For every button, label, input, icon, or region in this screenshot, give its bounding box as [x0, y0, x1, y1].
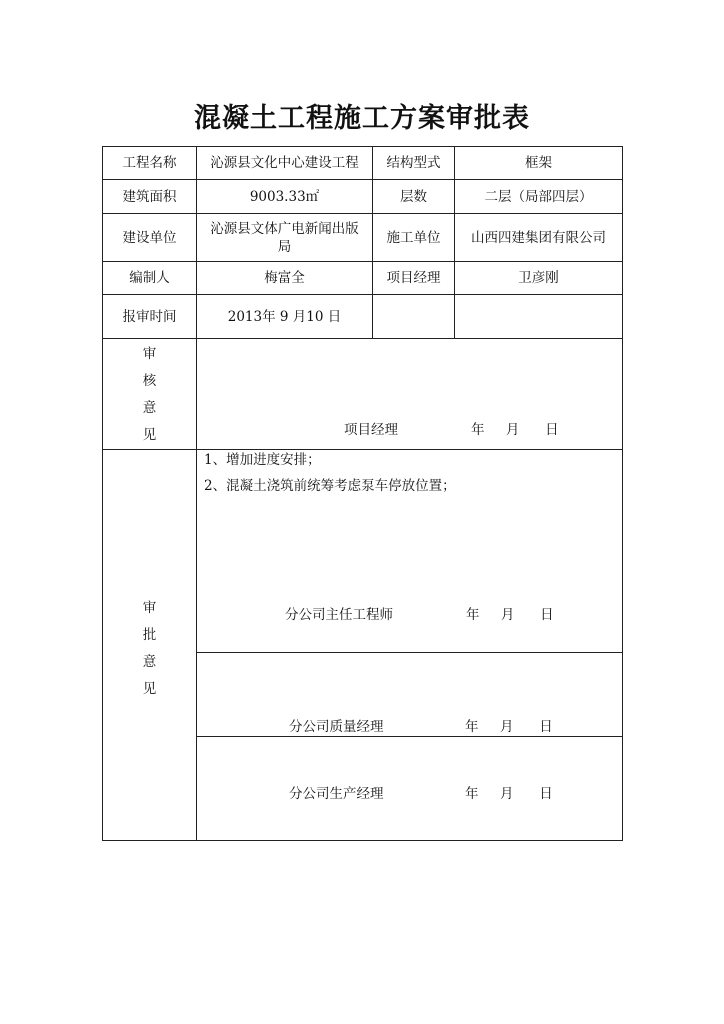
floors-value: 二层（局部四层）	[455, 180, 623, 214]
table-row	[103, 214, 623, 262]
approval-production-cell	[197, 737, 623, 841]
review-label-char: 审	[142, 346, 157, 362]
review-signature-line: 项目经理 年 月 日	[344, 422, 559, 438]
page-title: 混凝土工程施工方案审批表	[194, 103, 530, 134]
project-name-label: 工程名称	[103, 147, 197, 180]
approval-engineer-cell	[197, 450, 623, 653]
date-value: 2013年 9 月10 日	[197, 295, 373, 339]
approval-form-table	[102, 146, 623, 841]
table-row	[103, 262, 623, 295]
approval-label	[103, 450, 197, 841]
contractor-value: 山西四建集团有限公司	[455, 214, 623, 262]
approval-label-char: 审	[142, 600, 157, 616]
production-signature-line: 分公司生产经理 年 月 日	[289, 786, 553, 802]
approval-label-char: 见	[142, 681, 157, 697]
author-label: 编制人	[103, 262, 197, 295]
owner-value	[197, 214, 373, 262]
owner-value-line-1: 沁源县文体广电新闻出版	[210, 220, 359, 237]
contractor-label: 施工单位	[373, 214, 455, 262]
approval-item-1: 1、增加进度安排；	[204, 452, 321, 468]
floors-label: 层数	[373, 180, 455, 214]
approval-quality-cell	[197, 653, 623, 737]
quality-signature-line: 分公司质量经理 年 月 日	[289, 719, 553, 735]
owner-label: 建设单位	[103, 214, 197, 262]
approval-label-char: 批	[142, 627, 157, 643]
author-value: 梅富全	[197, 262, 373, 295]
approval-label-char: 意	[142, 654, 157, 670]
owner-value-line-2: 局	[277, 238, 292, 255]
pm-label: 项目经理	[373, 262, 455, 295]
review-opinion-cell	[197, 339, 623, 450]
area-label: 建筑面积	[103, 180, 197, 214]
review-label-char: 见	[142, 427, 157, 443]
review-label-char: 核	[142, 373, 157, 389]
approval-row-engineer	[103, 450, 623, 653]
engineer-signature-line: 分公司主任工程师 年 月 日	[285, 607, 554, 623]
date-blank-2	[455, 295, 623, 339]
pm-value: 卫彦刚	[455, 262, 623, 295]
project-name-value: 沁源县文化中心建设工程	[197, 147, 373, 180]
date-blank-1	[373, 295, 455, 339]
structure-value: 框架	[455, 147, 623, 180]
review-label	[103, 339, 197, 450]
table-row	[103, 295, 623, 339]
approval-item-2: 2、混凝土浇筑前统筹考虑泵车停放位置；	[204, 478, 456, 494]
table-row	[103, 180, 623, 214]
area-value: 9003.33㎡	[197, 180, 373, 214]
date-label: 报审时间	[103, 295, 197, 339]
structure-label: 结构型式	[373, 147, 455, 180]
review-label-char: 意	[142, 400, 157, 416]
review-row	[103, 339, 623, 450]
table-row	[103, 147, 623, 180]
